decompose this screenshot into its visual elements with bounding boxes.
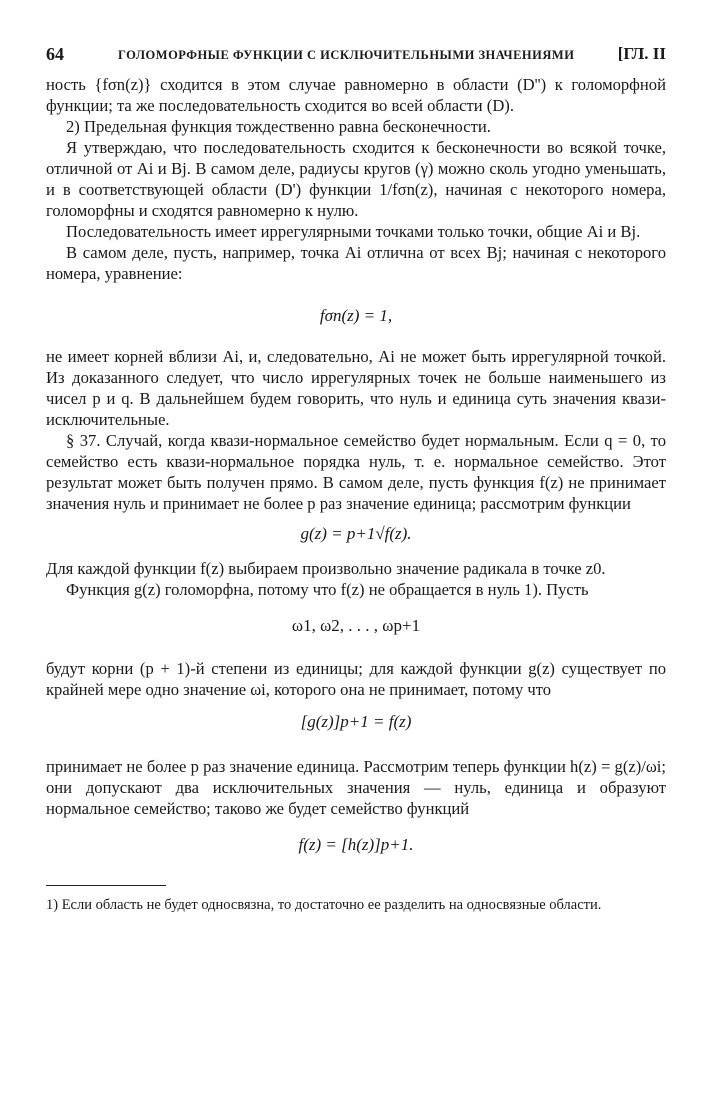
paragraph-8: Для каждой функции f(z) выбираем произвольно значение радикала в точке z0. — [46, 559, 606, 578]
formula-2: g(z) = p+1√f(z). — [300, 524, 412, 543]
section-37-paragraph: § 37. Случай, когда квази-нормальное семейство будет нормальным. Если q = 0, то семейство есть квази-нормальное порядка нуль, т. е. нормальное семейство. Этот результат может быть получен прямо. В самом деле, пусть функция f(z) не принимает значения нуль и принимает не более p раз значение единица; рассмотрим функции — [46, 431, 666, 513]
footnote: 1) Если область не будет односвязна, то достаточно ее разделить на односвязные области. — [46, 897, 602, 913]
running-header — [46, 44, 666, 74]
paragraph-5: В самом деле, пусть, например, точка Ai отлична от всех Bj; начиная с некоторого номера, уравнение: — [46, 243, 666, 283]
paragraph-9: Функция g(z) голоморфна, потому что f(z) не обращается в нуль 1). Пусть — [66, 580, 589, 599]
paragraph-3: Я утверждаю, что последовательность сходится к бесконечности во всякой точке, отличной от Ai и Bj. В самом деле, радиусы кругов (γ) можно сколь угодно уменьшать, и в соответствующей области (D') функции 1/fσn(z), начиная с некоторого номера, голоморфны и сходятся равномерно к нулю. — [46, 138, 666, 220]
formula-4: [g(z)]p+1 = f(z) — [300, 712, 412, 731]
formula-1: fσn(z) = 1, — [319, 306, 393, 325]
paragraph-6: не имеет корней вблизи Ai, и, следовательно, Ai не может быть иррегулярной точкой. Из доказанного следует, что число иррегулярных точек не больше наименьшего из чисел p и q. В дальнейшем будем говорить, что нуль и единица суть значения квази-исключительные. — [46, 347, 666, 429]
paragraph-10: будут корни (p + 1)-й степени из единицы; для каждой функции g(z) существует по крайней мере одно значение ωi, которого она не принимает, потому что — [46, 659, 666, 699]
footnote-rule — [46, 885, 166, 886]
chapter-marker: [ГЛ. II — [617, 44, 666, 63]
paragraph-2: 2) Предельная функция тождественно равна бесконечности. — [66, 117, 491, 136]
page-number: 64 — [46, 44, 64, 64]
paragraph-1: ность {fσn(z)} сходится в этом случае равномерно в области (D'') к голоморфной функции; та же последовательность сходится во всей области (D). — [46, 75, 666, 115]
running-title: ГОЛОМОРФНЫЕ ФУНКЦИИ С ИСКЛЮЧИТЕЛЬНЫМИ ЗНАЧЕНИЯМИ — [118, 48, 575, 62]
paragraph-11: принимает не более p раз значение единица. Рассмотрим теперь функции h(z) = g(z)/ωi; они допускают два исключительных значения — нуль, единица и образуют нормальное семейство; таково же будет семейство функций — [46, 757, 666, 818]
formula-3: ω1, ω2, . . . , ωp+1 — [291, 616, 421, 635]
paragraph-4: Последовательность имеет иррегулярными точками только точки, общие Ai и Bj. — [66, 222, 641, 241]
formula-5: f(z) = [h(z)]p+1. — [298, 835, 414, 854]
book-page — [46, 44, 666, 914]
